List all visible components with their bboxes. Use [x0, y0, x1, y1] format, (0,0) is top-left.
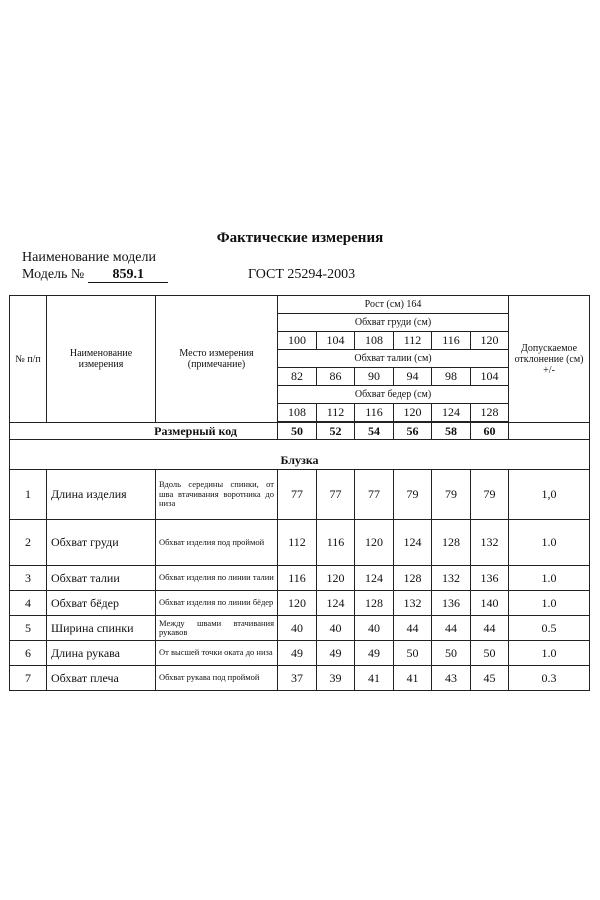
waist-value: 98 [432, 368, 471, 386]
size-code: 54 [355, 423, 394, 440]
measurement-note: От высшей точки оката до низа [156, 641, 278, 666]
hips-value: 116 [355, 404, 394, 422]
header-chest: Обхват груди (см) [278, 314, 509, 332]
measurement-note: Обхват изделия под проймой [156, 520, 278, 566]
table-row [10, 666, 590, 691]
table-row [10, 470, 590, 520]
model-number: 859.1 [88, 268, 168, 283]
measurement-value: 40 [317, 616, 355, 641]
measurement-value: 116 [278, 566, 317, 591]
measurement-value: 124 [317, 591, 355, 616]
page-title: Фактические измерения [216, 230, 384, 246]
measurement-value: 79 [471, 470, 509, 520]
measurement-value: 37 [278, 666, 317, 691]
measurement-name: Обхват груди [47, 520, 156, 566]
measurement-value: 50 [471, 641, 509, 666]
header-place: Место измерения (примечание) [156, 296, 278, 423]
model-name-label: Наименование модели [22, 250, 156, 265]
measurement-value: 50 [432, 641, 471, 666]
hips-value: 112 [317, 404, 355, 422]
tolerance-value: 1.0 [509, 520, 590, 566]
header-name: Наименование измерения [47, 296, 156, 423]
measurement-value: 112 [278, 520, 317, 566]
measurement-value: 132 [471, 520, 509, 566]
measurement-value: 140 [471, 591, 509, 616]
measurement-note: Между швами втачивания рукавов [156, 616, 278, 641]
size-code: 60 [471, 423, 509, 440]
measurement-note: Обхват изделия по линии талии [156, 566, 278, 591]
measurement-name: Длина изделия [47, 470, 156, 520]
model-label: Модель № [22, 267, 85, 282]
measurement-note: Обхват изделия по линии бёдер [156, 591, 278, 616]
waist-value: 90 [355, 368, 394, 386]
measurement-value: 132 [432, 566, 471, 591]
waist-value: 86 [317, 368, 355, 386]
chest-value: 116 [432, 332, 471, 350]
measurement-value: 128 [432, 520, 471, 566]
measurement-value: 50 [394, 641, 432, 666]
table-row [10, 566, 590, 591]
measurement-value: 45 [471, 666, 509, 691]
measurement-note: Обхват рукава под проймой [156, 666, 278, 691]
row-number: 2 [10, 520, 47, 566]
measurement-value: 49 [317, 641, 355, 666]
size-code: 52 [317, 423, 355, 440]
measurement-value: 128 [355, 591, 394, 616]
section-heading: Блузка [10, 440, 590, 470]
header-height: Рост (см) 164 [278, 296, 509, 314]
chest-value: 108 [355, 332, 394, 350]
header-no: № п/п [10, 296, 47, 423]
row-number: 5 [10, 616, 47, 641]
measurement-value: 49 [355, 641, 394, 666]
header-hips: Обхват бедер (см) [278, 386, 509, 404]
tolerance-value: 1.0 [509, 641, 590, 666]
measurement-value: 77 [317, 470, 355, 520]
waist-value: 94 [394, 368, 432, 386]
measurement-value: 44 [471, 616, 509, 641]
measurement-name: Длина рукава [47, 641, 156, 666]
size-code: 58 [432, 423, 471, 440]
table-row [10, 641, 590, 666]
hips-value: 128 [471, 404, 509, 422]
waist-value: 104 [471, 368, 509, 386]
model-line [22, 267, 168, 283]
row-number: 6 [10, 641, 47, 666]
tolerance-value: 1,0 [509, 470, 590, 520]
measurement-value: 77 [278, 470, 317, 520]
measurement-value: 40 [355, 616, 394, 641]
measurements-table [9, 295, 590, 691]
waist-value: 82 [278, 368, 317, 386]
size-code-row [10, 423, 590, 440]
measurement-value: 79 [394, 470, 432, 520]
measurement-value: 124 [355, 566, 394, 591]
size-code: 50 [278, 423, 317, 440]
measurement-value: 44 [432, 616, 471, 641]
measurement-value: 132 [394, 591, 432, 616]
measurement-value: 49 [278, 641, 317, 666]
tolerance-value: 1.0 [509, 566, 590, 591]
gost-standard: ГОСТ 25294-2003 [248, 267, 356, 282]
measurement-name: Обхват бёдер [47, 591, 156, 616]
measurement-value: 120 [278, 591, 317, 616]
table-row [10, 520, 590, 566]
table-row [10, 591, 590, 616]
measurement-name: Обхват плеча [47, 666, 156, 691]
measurement-value: 43 [432, 666, 471, 691]
chest-value: 104 [317, 332, 355, 350]
measurement-value: 44 [394, 616, 432, 641]
row-number: 4 [10, 591, 47, 616]
measurement-value: 79 [432, 470, 471, 520]
measurement-note: Вдоль середины спинки, от шва втачивания воротника до низа [156, 470, 278, 520]
measurement-value: 116 [317, 520, 355, 566]
tolerance-value: 0.5 [509, 616, 590, 641]
measurement-value: 41 [394, 666, 432, 691]
row-number: 7 [10, 666, 47, 691]
tolerance-value: 1.0 [509, 591, 590, 616]
row-number: 1 [10, 470, 47, 520]
chest-value: 120 [471, 332, 509, 350]
size-code: 56 [394, 423, 432, 440]
measurement-value: 136 [471, 566, 509, 591]
measurement-name: Ширина спинки [47, 616, 156, 641]
measurement-value: 39 [317, 666, 355, 691]
header-waist: Обхват талии (см) [278, 350, 509, 368]
measurement-value: 40 [278, 616, 317, 641]
table-row [10, 616, 590, 641]
measurement-value: 120 [355, 520, 394, 566]
chest-value: 112 [394, 332, 432, 350]
measurement-name: Обхват талии [47, 566, 156, 591]
measurement-value: 124 [394, 520, 432, 566]
measurement-value: 120 [317, 566, 355, 591]
measurement-value: 41 [355, 666, 394, 691]
row-number: 3 [10, 566, 47, 591]
hips-value: 120 [394, 404, 432, 422]
hips-value: 108 [278, 404, 317, 422]
hips-value: 124 [432, 404, 471, 422]
measurement-value: 136 [432, 591, 471, 616]
header-tolerance: Допускаемое отклонение (см) +/- [509, 296, 590, 423]
size-code-label: Размерный код [10, 423, 278, 440]
chest-value: 100 [278, 332, 317, 350]
measurement-value: 128 [394, 566, 432, 591]
measurement-value: 77 [355, 470, 394, 520]
tolerance-value: 0.3 [509, 666, 590, 691]
